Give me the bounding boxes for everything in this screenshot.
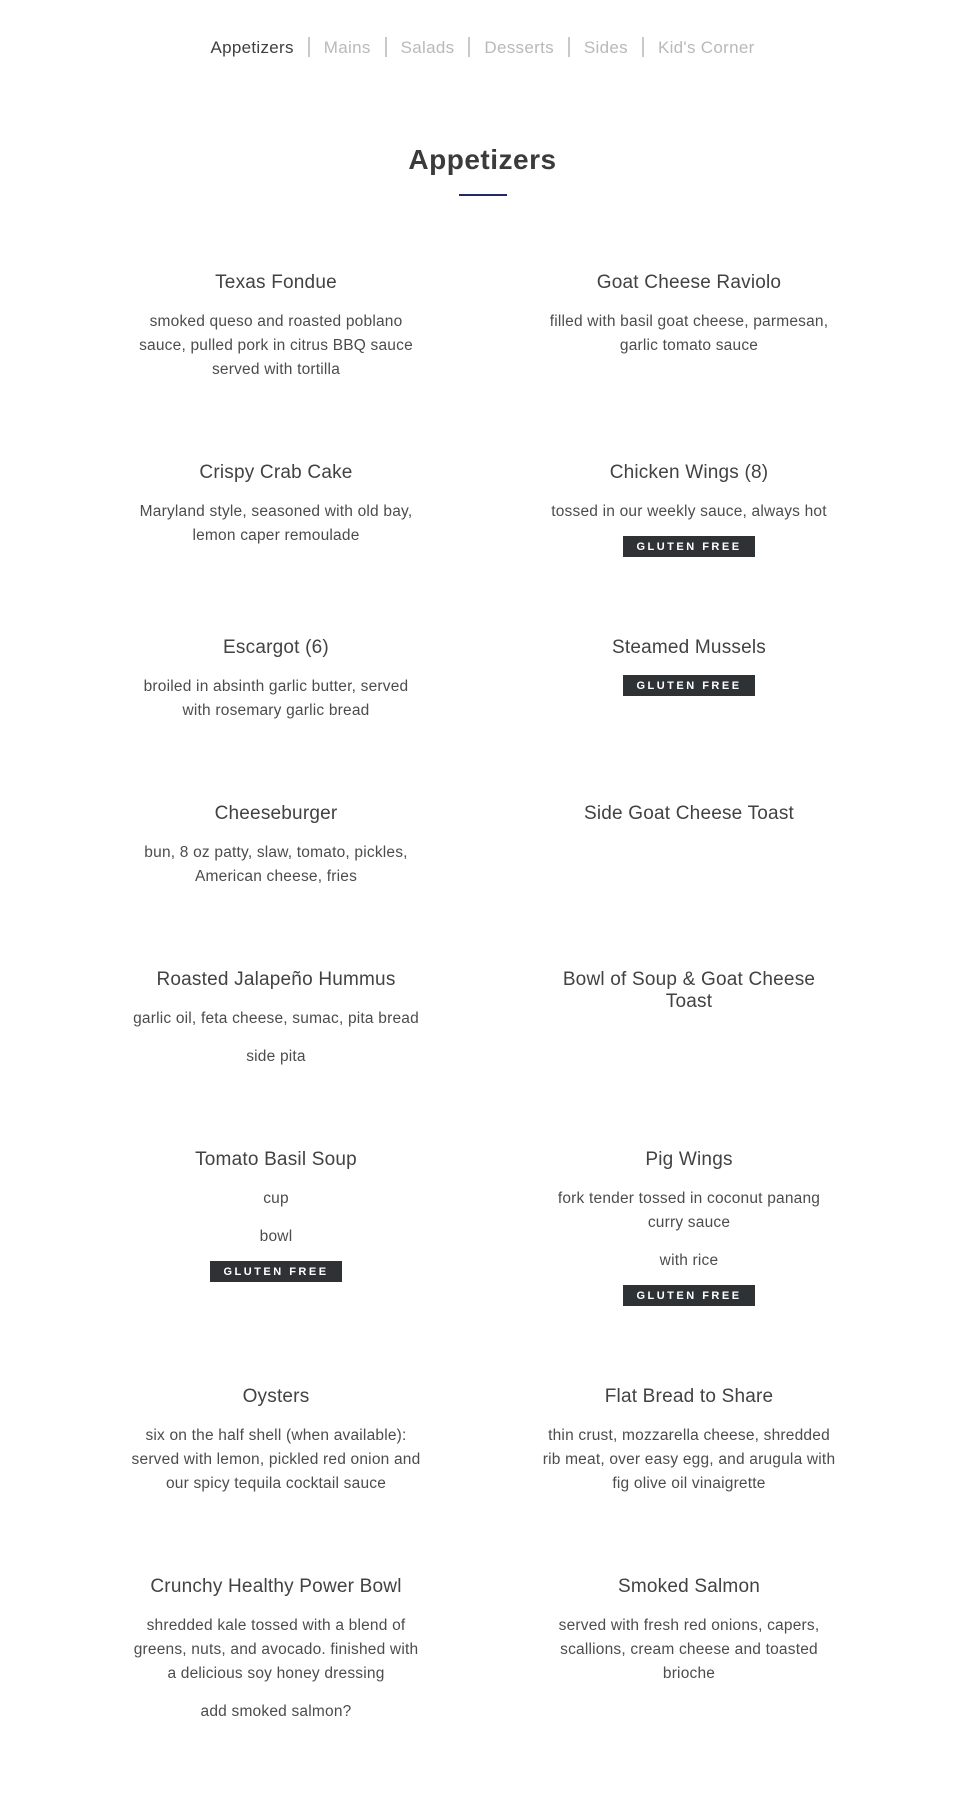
menu-item-name: Flat Bread to Share bbox=[604, 1386, 774, 1407]
menu-item bbox=[542, 637, 836, 723]
menu-item bbox=[129, 1149, 423, 1306]
menu-item-name: Escargot (6) bbox=[223, 637, 329, 658]
menu-item bbox=[542, 969, 836, 1069]
menu-item bbox=[542, 1576, 836, 1724]
nav-item-appetizers[interactable]: Appetizers bbox=[210, 38, 294, 57]
menu-item-descriptions bbox=[129, 500, 423, 548]
menu-item-descriptions bbox=[129, 675, 423, 723]
menu-item-descriptions bbox=[542, 310, 836, 358]
menu-item-name: Texas Fondue bbox=[215, 272, 337, 293]
menu-item-description: smoked queso and roasted poblano sauce, pulled pork in citrus BBQ sauce served with tortilla bbox=[139, 313, 413, 378]
menu-item-description: filled with basil goat cheese, parmesan, garlic tomato sauce bbox=[549, 313, 829, 354]
menu-item-description: bun, 8 oz patty, slaw, tomato, pickles, American cheese, fries bbox=[144, 844, 408, 885]
menu-item-descriptions bbox=[129, 1187, 423, 1249]
menu-item-description: fork tender tossed in coconut panang curry sauce bbox=[557, 1190, 821, 1231]
menu-item-name: Crispy Crab Cake bbox=[199, 462, 353, 483]
menu-item-description: shredded kale tossed with a blend of greens, nuts, and avocado. finished with a delicious soy honey dressing bbox=[133, 1617, 419, 1682]
menu-item-descriptions bbox=[129, 1007, 423, 1069]
nav-item-kid-s-corner[interactable]: Kid's Corner bbox=[657, 38, 755, 57]
menu-item-descriptions bbox=[129, 310, 423, 382]
nav-item-mains[interactable]: Mains bbox=[323, 38, 371, 57]
menu-item-name: Pig Wings bbox=[645, 1149, 733, 1170]
menu-item-name: Roasted Jalapeño Hummus bbox=[156, 969, 396, 990]
menu-item-descriptions bbox=[542, 500, 836, 524]
gluten-free-badge: GLUTEN FREE bbox=[210, 1261, 341, 1282]
menu-item-name: Steamed Mussels bbox=[611, 637, 766, 658]
nav-item-salads[interactable]: Salads bbox=[400, 38, 455, 57]
menu-item-descriptions bbox=[542, 1424, 836, 1496]
menu-item-description: broiled in absinth garlic butter, served with rosemary garlic bread bbox=[143, 678, 409, 719]
menu-item-name: Crunchy Healthy Power Bowl bbox=[150, 1576, 402, 1597]
nav-item-desserts[interactable]: Desserts bbox=[484, 38, 554, 57]
menu-item-description: add smoked salmon? bbox=[200, 1703, 352, 1720]
gluten-free-badge-wrap bbox=[542, 536, 836, 557]
nav-separator bbox=[642, 37, 644, 57]
nav-separator bbox=[385, 37, 387, 57]
menu-item bbox=[542, 1386, 836, 1496]
menu-item-description: thin crust, mozzarella cheese, shredded rib meat, over easy egg, and arugula with fig olive oil vinaigrette bbox=[542, 1427, 836, 1492]
menu-item-name: Smoked Salmon bbox=[617, 1576, 760, 1597]
menu-item-description: six on the half shell (when available): served with lemon, pickled red onion and our spicy tequila cocktail sauce bbox=[131, 1427, 421, 1492]
menu-item bbox=[129, 1576, 423, 1724]
menu-item bbox=[542, 462, 836, 557]
menu-item-description: served with fresh red onions, capers, scallions, cream cheese and toasted brioche bbox=[558, 1617, 820, 1682]
menu-item bbox=[542, 272, 836, 382]
nav-item-sides[interactable]: Sides bbox=[583, 38, 628, 57]
menu-item bbox=[129, 462, 423, 557]
menu-item bbox=[129, 803, 423, 889]
menu-item-name: Cheeseburger bbox=[214, 803, 338, 824]
menu-item-description: with rice bbox=[659, 1252, 719, 1269]
menu-item-description: Maryland style, seasoned with old bay, lemon caper remoulade bbox=[139, 503, 413, 544]
menu-item-description: side pita bbox=[246, 1048, 306, 1065]
gluten-free-badge-wrap bbox=[129, 1261, 423, 1282]
menu-item-descriptions bbox=[129, 1614, 423, 1724]
menu-item-name: Goat Cheese Raviolo bbox=[596, 272, 782, 293]
menu-item-description: tossed in our weekly sauce, always hot bbox=[551, 503, 827, 520]
gluten-free-badge-wrap bbox=[542, 675, 836, 696]
menu-item-name: Chicken Wings (8) bbox=[609, 462, 769, 483]
menu-item-description: garlic oil, feta cheese, sumac, pita bread bbox=[133, 1010, 419, 1027]
menu-item-name: Oysters bbox=[242, 1386, 310, 1407]
menu-item bbox=[129, 637, 423, 723]
menu-item-descriptions bbox=[129, 841, 423, 889]
gluten-free-badge-wrap bbox=[542, 1285, 836, 1306]
menu-item-name: Bowl of Soup & Goat Cheese Toast bbox=[562, 969, 816, 1012]
menu-item-description: cup bbox=[263, 1190, 289, 1207]
menu-item-name: Side Goat Cheese Toast bbox=[583, 803, 794, 824]
menu-grid bbox=[0, 272, 965, 1804]
menu-item-name: Tomato Basil Soup bbox=[195, 1149, 357, 1170]
nav-separator bbox=[308, 37, 310, 57]
menu-item-description: bowl bbox=[259, 1228, 293, 1245]
page-title: Appetizers bbox=[408, 144, 557, 175]
menu-item-descriptions bbox=[129, 1424, 423, 1496]
gluten-free-badge: GLUTEN FREE bbox=[623, 675, 754, 696]
menu-item bbox=[129, 1386, 423, 1496]
title-divider bbox=[459, 194, 507, 196]
menu-item bbox=[542, 803, 836, 889]
menu-item bbox=[129, 272, 423, 382]
menu-item-descriptions bbox=[542, 1614, 836, 1686]
menu-item bbox=[542, 1149, 836, 1306]
gluten-free-badge: GLUTEN FREE bbox=[623, 1285, 754, 1306]
menu-item-descriptions bbox=[542, 1187, 836, 1273]
category-nav bbox=[0, 36, 965, 60]
nav-separator bbox=[568, 37, 570, 57]
gluten-free-badge: GLUTEN FREE bbox=[623, 536, 754, 557]
menu-item bbox=[129, 969, 423, 1069]
nav-separator bbox=[468, 37, 470, 57]
